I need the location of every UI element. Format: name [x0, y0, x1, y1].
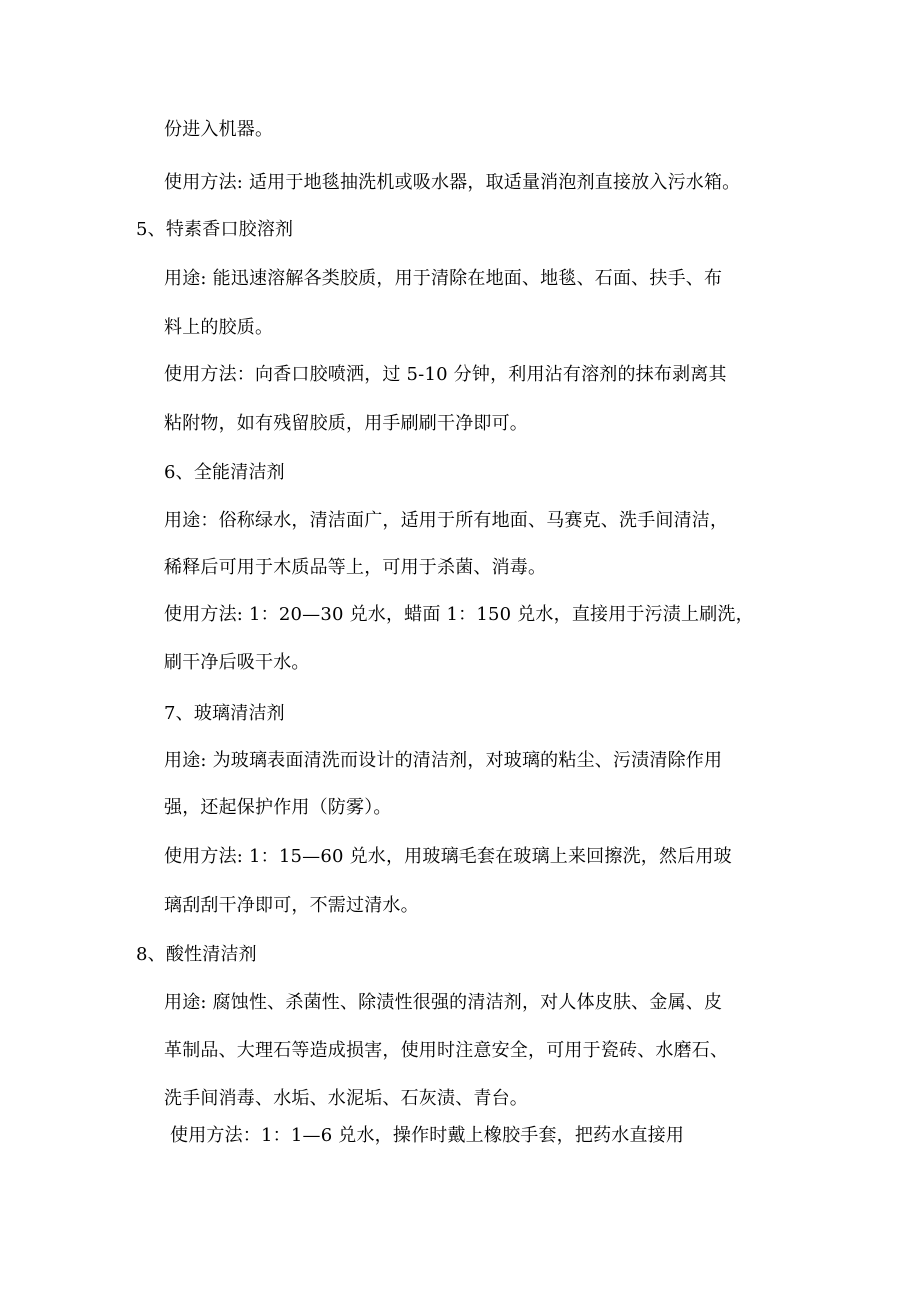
- section-heading: 5、特素香口胶溶剂: [136, 219, 294, 240]
- text-line: 洗手间消毒、水垢、水泥垢、石灰渍、青台。: [164, 1088, 528, 1109]
- text-line: 稀释后可用于木质品等上，可用于杀菌、消毒。: [164, 557, 547, 578]
- text-line: 革制品、大理石等造成损害，使用时注意安全，可用于瓷砖、水磨石、: [164, 1040, 729, 1061]
- text-line: 璃刮刮干净即可，不需过清水。: [164, 895, 419, 916]
- text-line: 使用方法：向香口胶喷洒，过 5-10 分钟，利用沾有溶剂的抹布剥离其: [164, 364, 727, 385]
- text-line: 份进入机器。: [164, 119, 274, 140]
- text-line: 刷干净后吸干水。: [164, 652, 310, 673]
- text-line: 使用方法: 适用于地毯抽洗机或吸水器，取适量消泡剂直接放入污水箱。: [164, 172, 741, 193]
- text-line: 使用方法：1：1—6 兑水，操作时戴上橡胶手套，把药水直接用: [170, 1125, 685, 1146]
- text-line: 使用方法: 1：15—60 兑水，用玻璃毛套在玻璃上来回擦洗，然后用玻: [164, 846, 732, 867]
- text-line: 粘附物，如有残留胶质，用手刷刷干净即可。: [164, 413, 528, 434]
- text-line: 用途: 能迅速溶解各类胶质，用于清除在地面、地毯、石面、扶手、布: [164, 268, 723, 289]
- text-line: 强，还起保护作用（防雾）。: [164, 797, 392, 818]
- section-heading: 6、全能清洁剂: [164, 462, 285, 483]
- text-line: 用途：俗称绿水，清洁面广，适用于所有地面、马赛克、洗手间清洁，: [164, 510, 729, 531]
- text-line: 用途: 腐蚀性、杀菌性、除渍性很强的清洁剂，对人体皮肤、金属、皮: [164, 992, 723, 1013]
- text-line: 使用方法: 1：20—30 兑水，蜡面 1：150 兑水，直接用于污渍上刷洗，: [164, 604, 754, 625]
- section-heading: 7、玻璃清洁剂: [164, 703, 285, 724]
- text-line: 料上的胶质。: [164, 317, 274, 338]
- section-heading: 8、酸性清洁剂: [136, 944, 257, 965]
- text-line: 用途: 为玻璃表面清洗而设计的清洁剂，对玻璃的粘尘、污渍清除作用: [164, 750, 723, 771]
